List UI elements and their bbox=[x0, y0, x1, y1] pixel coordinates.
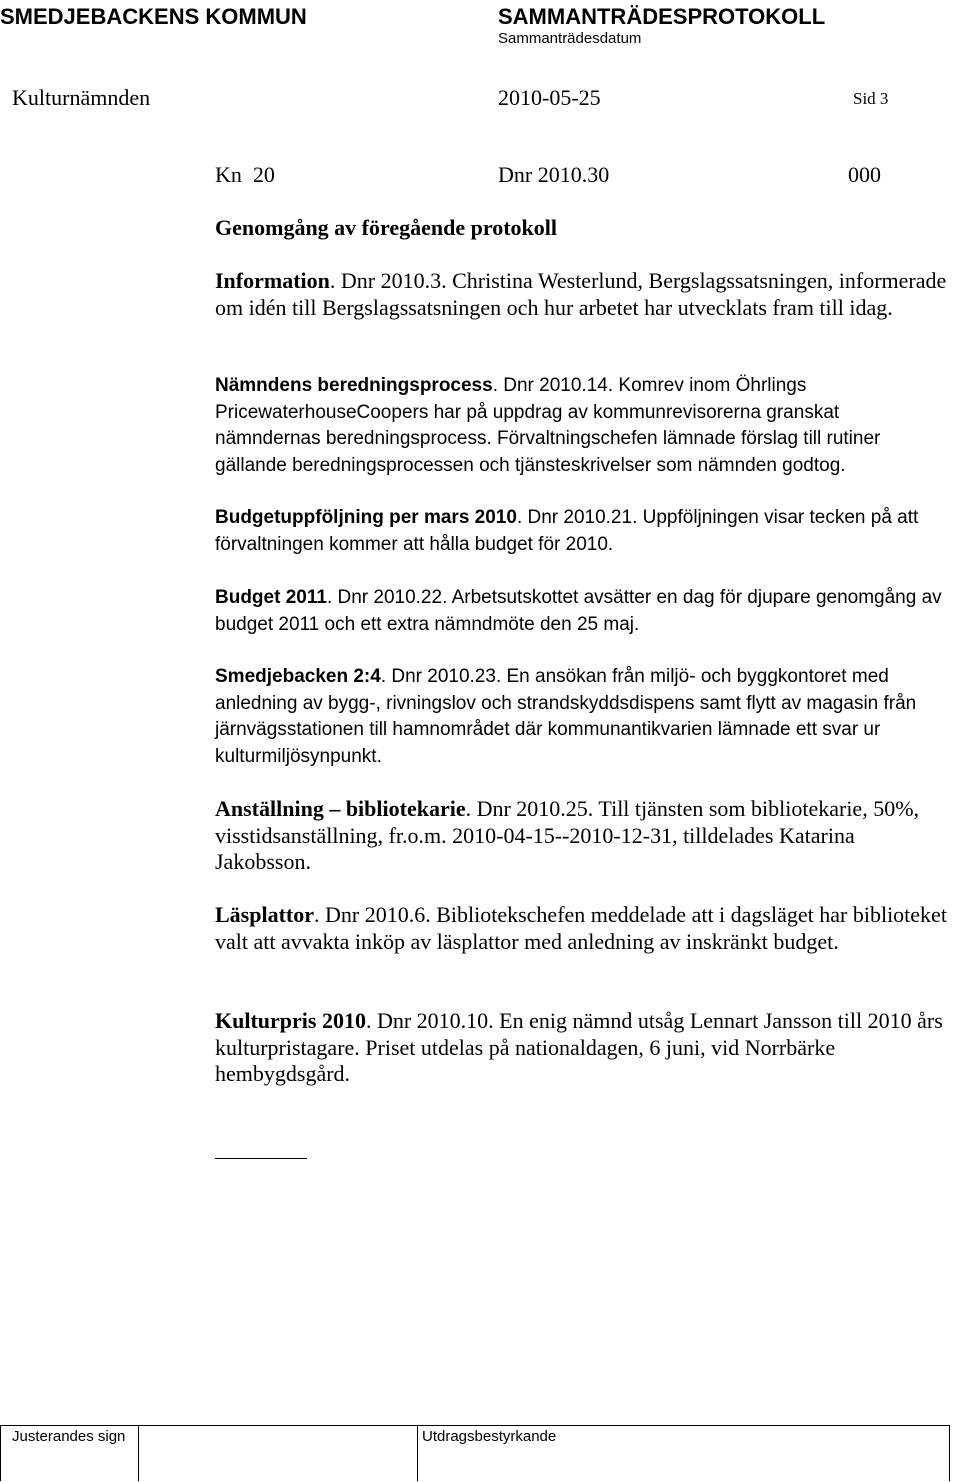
paragraph-heading: Läsplattor bbox=[215, 902, 314, 927]
paragraph-kulturpris bbox=[215, 1008, 950, 1088]
paragraph-heading: Information bbox=[215, 268, 330, 293]
paragraph-heading: Budgetuppföljning per mars 2010 bbox=[215, 507, 517, 528]
footer-cell-border bbox=[949, 1425, 950, 1481]
paragraph-text: . Dnr 2010.23. En ansökan från miljö- och byggkontoret med anledning av bygg-, rivningslov och strandskyddsdispens samt flytt av magasin från järnvägsstationen till hamnområdet där kommunantikvarien lämnade ett svar ur kulturmiljösynpunkt. bbox=[215, 666, 917, 767]
item-code: 000 bbox=[848, 162, 881, 187]
paragraph-beredningsprocess bbox=[215, 373, 950, 479]
paragraph-text: . Dnr 2010.3. Christina Westerlund, Bergslagssatsningen, informerade om idén till Bergslagssatsningen och hur arbetet har utvecklats fram till idag. bbox=[215, 268, 947, 320]
paragraph-heading: Anställning – bibliotekarie bbox=[215, 796, 466, 821]
paragraph-anstallning bbox=[215, 796, 950, 876]
meeting-date: 2010-05-25 bbox=[498, 85, 601, 110]
paragraph-text: . Dnr 2010.21. Uppföljningen visar tecken på att förvaltningen kommer att hålla budget för 2010. bbox=[215, 507, 919, 555]
item-title: Genomgång av föregående protokoll bbox=[215, 215, 558, 240]
footer-cell-border bbox=[0, 1425, 1, 1481]
paragraph-lasplattor bbox=[215, 902, 950, 955]
justerandes-sign-label: Justerandes sign bbox=[12, 1428, 126, 1445]
meeting-date-label: Sammanträdesdatum bbox=[498, 30, 642, 47]
paragraph-text: . Dnr 2010.14. Komrev inom Öhrlings PricewaterhouseCoopers har på uppdrag av kommunrevisorerna granskat nämndernas beredningsprocess. Förvaltningschefen lämnade förslag till rutiner gällande beredningsprocessen och tjänsteskrivelser som nämnden godtog. bbox=[215, 375, 881, 476]
item-dnr: Dnr 2010.30 bbox=[498, 162, 610, 187]
paragraph-budgetuppfoljning bbox=[215, 505, 950, 558]
document-type: SAMMANTRÄDESPROTOKOLL bbox=[498, 4, 826, 29]
footer-cell-border bbox=[138, 1425, 139, 1481]
paragraph-text: . Dnr 2010.10. En enig nämnd utsåg Lennart Jansson till 2010 års kulturpristagare. Priset utdelas på nationaldagen, 6 juni, vid Norrbärke hembygdsgård. bbox=[215, 1008, 943, 1086]
paragraph-budget-2011 bbox=[215, 585, 950, 638]
paragraph-heading: Smedjebacken 2:4 bbox=[215, 666, 381, 687]
paragraph-text: . Dnr 2010.22. Arbetsutskottet avsätter en dag för djupare genomgång av budget 2011 och ett extra nämndmöte den 25 maj. bbox=[215, 587, 942, 635]
footer-cell-border bbox=[417, 1425, 418, 1481]
paragraph-information bbox=[215, 268, 950, 321]
municipality-name: SMEDJEBACKENS KOMMUN bbox=[0, 4, 307, 29]
utdragsbestyrkande-label: Utdragsbestyrkande bbox=[422, 1428, 557, 1445]
paragraph-heading: Budget 2011 bbox=[215, 587, 327, 608]
paragraph-smedjebacken bbox=[215, 664, 950, 770]
end-of-section-line bbox=[215, 1158, 307, 1159]
page-number: Sid 3 bbox=[853, 89, 889, 108]
item-number: Kn 20 bbox=[215, 162, 275, 187]
paragraph-text: . Dnr 2010.6. Bibliotekschefen meddelade att i dagsläget har biblioteket valt att avvakta inköp av läsplattor med anledning av inskränkt budget. bbox=[215, 902, 947, 954]
paragraph-heading: Kulturpris 2010 bbox=[215, 1008, 366, 1033]
footer-divider bbox=[0, 1425, 950, 1426]
paragraph-text: . Dnr 2010.25. Till tjänsten som bibliotekarie, 50%, visstidsanställning, fr.o.m. 2010-04-15--2010-12-31, tilldelades Katarina Jakobsson. bbox=[215, 796, 920, 874]
paragraph-heading: Nämndens beredningsprocess bbox=[215, 375, 493, 396]
committee-name: Kulturnämnden bbox=[12, 85, 151, 110]
